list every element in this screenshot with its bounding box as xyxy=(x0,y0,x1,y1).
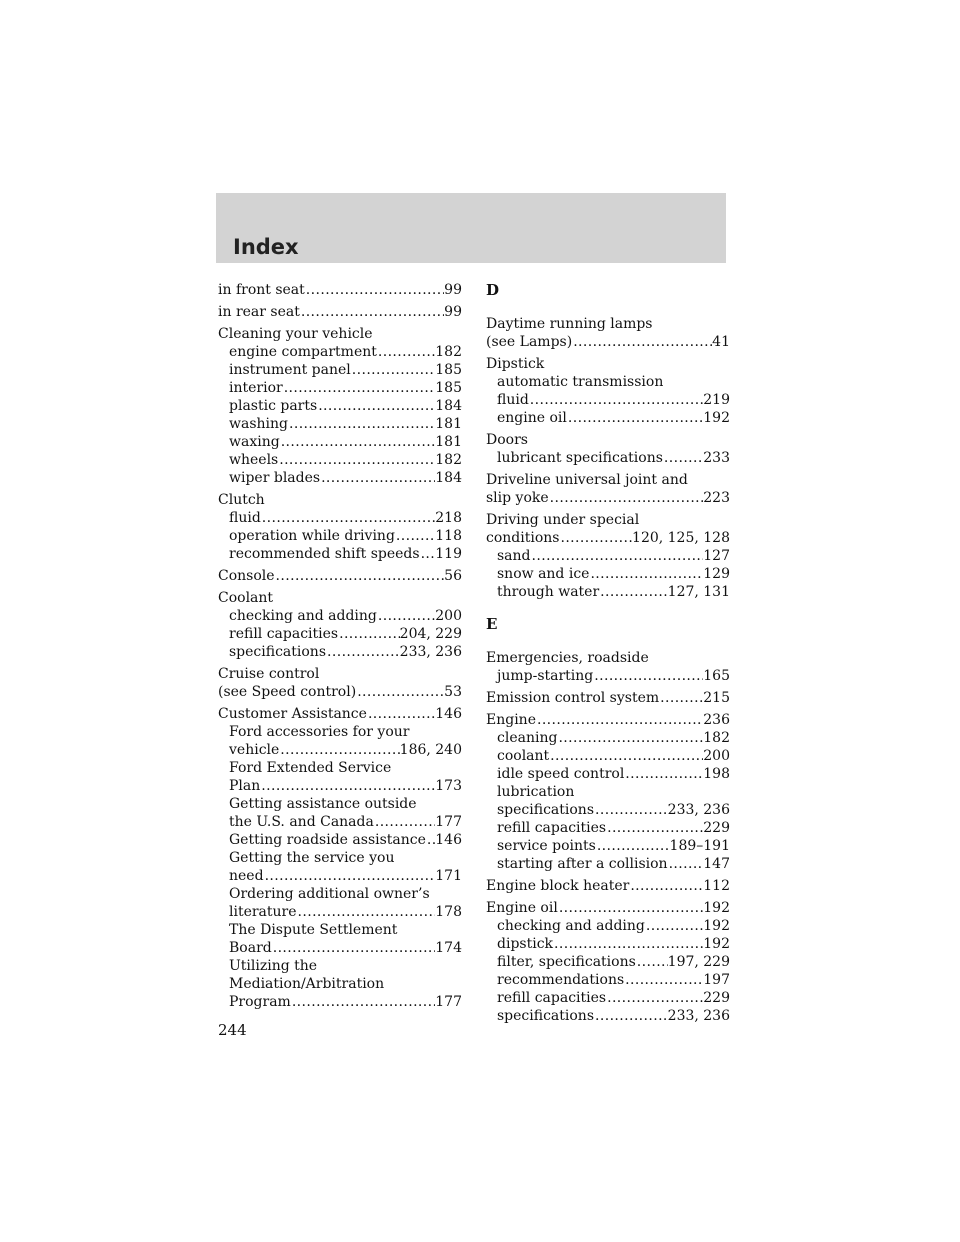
entry-page: 177 xyxy=(435,994,462,1010)
index-entry xyxy=(218,683,462,701)
index-subentry xyxy=(486,667,730,685)
entry-page: 215 xyxy=(703,690,730,706)
entry-text: Customer Assistance xyxy=(218,706,367,722)
entry-page: 192 xyxy=(703,936,730,952)
dot-leader xyxy=(420,545,436,563)
entry-page: 200 xyxy=(435,608,462,624)
entry-text: Clutch xyxy=(218,492,265,508)
dot-leader xyxy=(645,917,703,935)
index-entry xyxy=(486,489,730,507)
page-title: Index xyxy=(233,235,299,259)
index-subentry xyxy=(486,783,730,801)
index-entry xyxy=(218,589,462,607)
entry-text: Board xyxy=(229,940,272,956)
entry-text: service points xyxy=(497,838,596,854)
dot-leader xyxy=(278,451,435,469)
entry-page: 171 xyxy=(435,868,462,884)
entry-text: lubricant specifications xyxy=(497,450,663,466)
entry-page: 118 xyxy=(435,528,462,544)
index-subentry xyxy=(218,433,462,451)
entry-text: checking and adding xyxy=(497,918,645,934)
dot-leader xyxy=(594,1007,668,1025)
dot-leader xyxy=(279,741,399,759)
dot-leader xyxy=(300,303,444,321)
index-entry xyxy=(486,471,730,489)
entry-page: 178 xyxy=(435,904,462,920)
index-subentry xyxy=(486,935,730,953)
entry-text: waxing xyxy=(229,434,280,450)
entry-text: filter, specifications xyxy=(497,954,636,970)
entry-page: 129 xyxy=(703,566,730,582)
index-subentry xyxy=(218,361,462,379)
entry-page: 182 xyxy=(435,344,462,360)
entry-page: 56 xyxy=(444,568,462,584)
entry-text: jump-starting xyxy=(497,668,594,684)
dot-leader xyxy=(559,529,632,547)
index-subentry xyxy=(218,643,462,661)
entry-page: 181 xyxy=(435,434,462,450)
index-subentry xyxy=(218,379,462,397)
entry-page: 184 xyxy=(435,398,462,414)
index-subentry xyxy=(218,849,462,867)
entry-page: 177 xyxy=(435,814,462,830)
entry-text: sand xyxy=(497,548,531,564)
entry-text: Dipstick xyxy=(486,356,545,372)
entry-page: 233, 236 xyxy=(667,1008,730,1024)
entry-page: 147 xyxy=(703,856,730,872)
entry-text: (see Speed control) xyxy=(218,684,357,700)
dot-leader xyxy=(596,837,670,855)
dot-leader xyxy=(572,333,712,351)
entry-text: fluid xyxy=(497,392,529,408)
index-subentry xyxy=(218,777,462,795)
index-subentry xyxy=(486,1007,730,1025)
entry-page: 99 xyxy=(444,304,462,320)
dot-leader xyxy=(553,935,703,953)
dot-leader xyxy=(377,607,435,625)
dot-leader xyxy=(594,801,668,819)
index-entry xyxy=(218,303,462,321)
dot-leader xyxy=(593,667,703,685)
index-subentry xyxy=(486,917,730,935)
entry-text: Ford accessories for your xyxy=(229,724,410,740)
dot-leader xyxy=(629,877,703,895)
entry-text: Getting the service you xyxy=(229,850,395,866)
index-subentry xyxy=(218,795,462,813)
entry-text: automatic transmission xyxy=(497,374,664,390)
index-column-left xyxy=(218,281,462,1011)
index-entry xyxy=(218,705,462,723)
entry-text: cleaning xyxy=(497,730,558,746)
dot-leader xyxy=(260,777,435,795)
entry-text: specifications xyxy=(497,802,595,818)
index-subentry xyxy=(218,993,462,1011)
section-letter: E xyxy=(486,615,498,633)
index-subentry xyxy=(486,765,730,783)
entry-page: 146 xyxy=(435,832,462,848)
entry-page: 197 xyxy=(703,972,730,988)
dot-leader xyxy=(557,729,703,747)
entry-text: plastic parts xyxy=(229,398,318,414)
index-subentry xyxy=(486,409,730,427)
entry-page: 99 xyxy=(444,282,462,298)
index-subentry xyxy=(486,729,730,747)
index-entry xyxy=(218,491,462,509)
entry-page: 233 xyxy=(703,450,730,466)
index-entry xyxy=(486,511,730,529)
entry-text: Driving under special xyxy=(486,512,640,528)
entry-text: through water xyxy=(497,584,600,600)
entry-page: 174 xyxy=(435,940,462,956)
entry-text: Console xyxy=(218,568,275,584)
dot-leader xyxy=(589,565,703,583)
index-subentry xyxy=(486,989,730,1007)
entry-text: literature xyxy=(229,904,297,920)
dot-leader xyxy=(606,989,703,1007)
index-subentry xyxy=(218,831,462,849)
dot-leader xyxy=(272,939,436,957)
dot-leader xyxy=(558,899,703,917)
entry-page: 186, 240 xyxy=(399,742,462,758)
index-entry xyxy=(218,281,462,299)
dot-leader xyxy=(624,765,703,783)
entry-text: snow and ice xyxy=(497,566,590,582)
index-subentry xyxy=(218,607,462,625)
index-subentry xyxy=(218,625,462,643)
dot-leader xyxy=(426,831,435,849)
section-letter: D xyxy=(486,281,500,299)
index-subentry xyxy=(218,759,462,777)
dot-leader xyxy=(338,625,400,643)
entry-text: fluid xyxy=(229,510,261,526)
entry-text: Daytime running lamps xyxy=(486,316,653,332)
index-subentry xyxy=(218,903,462,921)
entry-text: need xyxy=(229,868,264,884)
entry-text: Program xyxy=(229,994,291,1010)
entry-page: 192 xyxy=(703,900,730,916)
index-subentry xyxy=(218,415,462,433)
index-subentry xyxy=(218,527,462,545)
index-entry xyxy=(218,325,462,343)
entry-text: Plan xyxy=(229,778,261,794)
entry-page: 127 xyxy=(703,548,730,564)
entry-text: starting after a collision xyxy=(497,856,668,872)
index-subentry xyxy=(486,953,730,971)
index-subentry xyxy=(218,343,462,361)
dot-leader xyxy=(529,391,703,409)
entry-text: dipstick xyxy=(497,936,554,952)
entry-text: Cruise control xyxy=(218,666,320,682)
index-entry xyxy=(486,431,730,449)
entry-text: Engine xyxy=(486,712,536,728)
entry-text: in front seat xyxy=(218,282,305,298)
index-subentry xyxy=(486,583,730,601)
entry-page: 219 xyxy=(703,392,730,408)
index-subentry xyxy=(218,723,462,741)
entry-text: Ford Extended Service xyxy=(229,760,392,776)
index-entry xyxy=(486,711,730,729)
index-entry xyxy=(486,649,730,667)
dot-leader xyxy=(531,547,704,565)
entry-text: refill capacities xyxy=(229,626,339,642)
entry-text: operation while driving xyxy=(229,528,395,544)
entry-text: specifications xyxy=(229,644,327,660)
index-entry xyxy=(218,665,462,683)
dot-leader xyxy=(599,583,668,601)
index-subentry xyxy=(486,855,730,873)
dot-leader xyxy=(395,527,435,545)
dot-leader xyxy=(297,903,436,921)
entry-text: Ordering additional owner’s xyxy=(229,886,430,902)
index-subentry xyxy=(486,971,730,989)
dot-leader xyxy=(351,361,436,379)
entry-page: 233, 236 xyxy=(399,644,462,660)
entry-text: in rear seat xyxy=(218,304,300,320)
dot-leader xyxy=(636,953,668,971)
entry-text: Getting assistance outside xyxy=(229,796,417,812)
index-entry xyxy=(486,355,730,373)
index-entry xyxy=(486,689,730,707)
dot-leader xyxy=(326,643,400,661)
entry-page: 112 xyxy=(703,878,730,894)
dot-leader xyxy=(275,567,445,585)
entry-page: 223 xyxy=(703,490,730,506)
index-column-right xyxy=(486,281,730,1025)
entry-text: engine compartment xyxy=(229,344,377,360)
dot-leader xyxy=(320,469,435,487)
index-subentry xyxy=(486,801,730,819)
index-entry xyxy=(486,529,730,547)
page-number: 244 xyxy=(218,1021,247,1039)
entry-page: 181 xyxy=(435,416,462,432)
entry-text: Coolant xyxy=(218,590,274,606)
index-subentry xyxy=(218,921,462,939)
dot-leader xyxy=(549,489,704,507)
entry-page: 182 xyxy=(703,730,730,746)
dot-leader xyxy=(624,971,703,989)
entry-text: The Dispute Settlement xyxy=(229,922,398,938)
entry-page: 185 xyxy=(435,380,462,396)
entry-text: wheels xyxy=(229,452,279,468)
entry-page: 53 xyxy=(444,684,462,700)
dot-leader xyxy=(283,379,436,397)
entry-page: 185 xyxy=(435,362,462,378)
index-subentry xyxy=(486,837,730,855)
index-subentry xyxy=(218,939,462,957)
index-subentry xyxy=(218,509,462,527)
entry-text: refill capacities xyxy=(497,820,607,836)
entry-text: recommendations xyxy=(497,972,625,988)
index-subentry xyxy=(218,397,462,415)
entry-text: the U.S. and Canada xyxy=(229,814,374,830)
entry-text: interior xyxy=(229,380,283,396)
entry-text: Engine oil xyxy=(486,900,558,916)
entry-text: slip yoke xyxy=(486,490,549,506)
entry-page: 192 xyxy=(703,410,730,426)
index-entry xyxy=(486,899,730,917)
index-subentry xyxy=(218,813,462,831)
index-entry xyxy=(486,333,730,351)
entry-page: 200 xyxy=(703,748,730,764)
dot-leader xyxy=(567,409,703,427)
entry-text: Getting roadside assistance xyxy=(229,832,426,848)
index-subentry xyxy=(218,975,462,993)
dot-leader xyxy=(606,819,703,837)
index-subentry xyxy=(218,469,462,487)
index-subentry xyxy=(218,867,462,885)
index-subentry xyxy=(218,957,462,975)
entry-text: (see Lamps) xyxy=(486,334,573,350)
entry-page: 182 xyxy=(435,452,462,468)
index-subentry xyxy=(486,819,730,837)
entry-text: idle speed control xyxy=(497,766,625,782)
entry-text: coolant xyxy=(497,748,550,764)
entry-text: Emergencies, roadside xyxy=(486,650,649,666)
index-subentry xyxy=(486,547,730,565)
index-entry xyxy=(486,877,730,895)
entry-text: checking and adding xyxy=(229,608,377,624)
entry-page: 192 xyxy=(703,918,730,934)
entry-page: 127, 131 xyxy=(667,584,730,600)
index-subentry xyxy=(486,449,730,467)
dot-leader xyxy=(317,397,435,415)
dot-leader xyxy=(659,689,703,707)
entry-text: Driveline universal joint and xyxy=(486,472,688,488)
dot-leader xyxy=(367,705,435,723)
dot-leader xyxy=(663,449,703,467)
entry-page: 165 xyxy=(703,668,730,684)
dot-leader xyxy=(288,415,435,433)
entry-page: 229 xyxy=(703,820,730,836)
entry-page: 189–191 xyxy=(669,838,730,854)
dot-leader xyxy=(536,711,703,729)
entry-page: 198 xyxy=(703,766,730,782)
dot-leader xyxy=(549,747,703,765)
entry-text: Cleaning your vehicle xyxy=(218,326,373,342)
dot-leader xyxy=(377,343,435,361)
entry-page: 146 xyxy=(435,706,462,722)
dot-leader xyxy=(280,433,436,451)
index-subentry xyxy=(486,747,730,765)
entry-page: 204, 229 xyxy=(399,626,462,642)
index-subentry xyxy=(218,545,462,563)
entry-text: Engine block heater xyxy=(486,878,630,894)
entry-text: vehicle xyxy=(229,742,280,758)
entry-page: 119 xyxy=(435,546,462,562)
entry-page: 41 xyxy=(712,334,730,350)
index-subentry xyxy=(486,373,730,391)
index-entry xyxy=(486,315,730,333)
entry-text: wiper blades xyxy=(229,470,321,486)
entry-page: 229 xyxy=(703,990,730,1006)
dot-leader xyxy=(261,509,435,527)
entry-text: engine oil xyxy=(497,410,567,426)
entry-text: Doors xyxy=(486,432,528,448)
index-subentry xyxy=(218,451,462,469)
entry-text: recommended shift speeds xyxy=(229,546,420,562)
entry-text: washing xyxy=(229,416,288,432)
dot-leader xyxy=(668,855,704,873)
entry-text: Utilizing the xyxy=(229,958,318,974)
entry-text: Mediation/Arbitration xyxy=(229,976,385,992)
entry-page: 197, 229 xyxy=(667,954,730,970)
entry-page: 233, 236 xyxy=(667,802,730,818)
entry-text: specifications xyxy=(497,1008,595,1024)
dot-leader xyxy=(305,281,444,299)
dot-leader xyxy=(356,683,444,701)
entry-page: 120, 125, 128 xyxy=(632,530,730,546)
entry-text: conditions xyxy=(486,530,560,546)
index-subentry xyxy=(218,741,462,759)
dot-leader xyxy=(374,813,435,831)
dot-leader xyxy=(264,867,436,885)
dot-leader xyxy=(291,993,435,1011)
entry-text: Emission control system xyxy=(486,690,660,706)
index-subentry xyxy=(486,565,730,583)
entry-text: instrument panel xyxy=(229,362,351,378)
entry-page: 184 xyxy=(435,470,462,486)
index-subentry xyxy=(218,885,462,903)
entry-page: 218 xyxy=(435,510,462,526)
entry-text: refill capacities xyxy=(497,990,607,1006)
index-entry xyxy=(218,567,462,585)
index-subentry xyxy=(486,391,730,409)
entry-text: lubrication xyxy=(497,784,575,800)
entry-page: 236 xyxy=(703,712,730,728)
entry-page: 173 xyxy=(435,778,462,794)
